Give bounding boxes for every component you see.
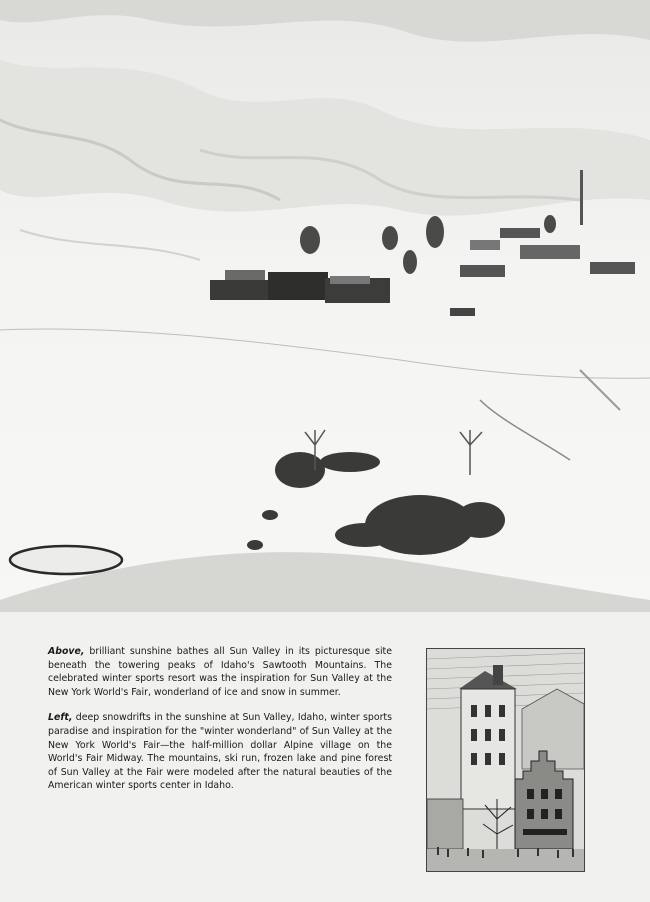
caption-lead-left: Left,	[48, 712, 73, 724]
caption-paragraph-left	[48, 711, 392, 793]
caption-text-left: deep snowdrifts in the sunshine at Sun Valley, Idaho, winter sports paradise and inspiration for the "winter wonderland" of Sun Valley at the New York World's Fair—the half-million dollar Alpine village on the World's Fair Midway. The mountains, ski run, frozen lake and pine forest of Sun Valley at the Fair were modeled after the natural beauties of the American winter sports center in Idaho.	[48, 712, 392, 792]
caption-lead-above: Above,	[48, 646, 85, 657]
caption-block	[48, 645, 392, 805]
caption-text-above: brilliant sunshine bathes all Sun Valley in its picturesque site beneath the towering peaks of Idaho's Sawtooth Mountains. The celebrated winter sports resort was the inspiration for Sun Valley at the New York World's Fair, wonderland of ice and snow in summer.	[48, 646, 392, 698]
alpine-village-sketch	[426, 648, 585, 872]
caption-paragraph-above	[48, 645, 392, 699]
